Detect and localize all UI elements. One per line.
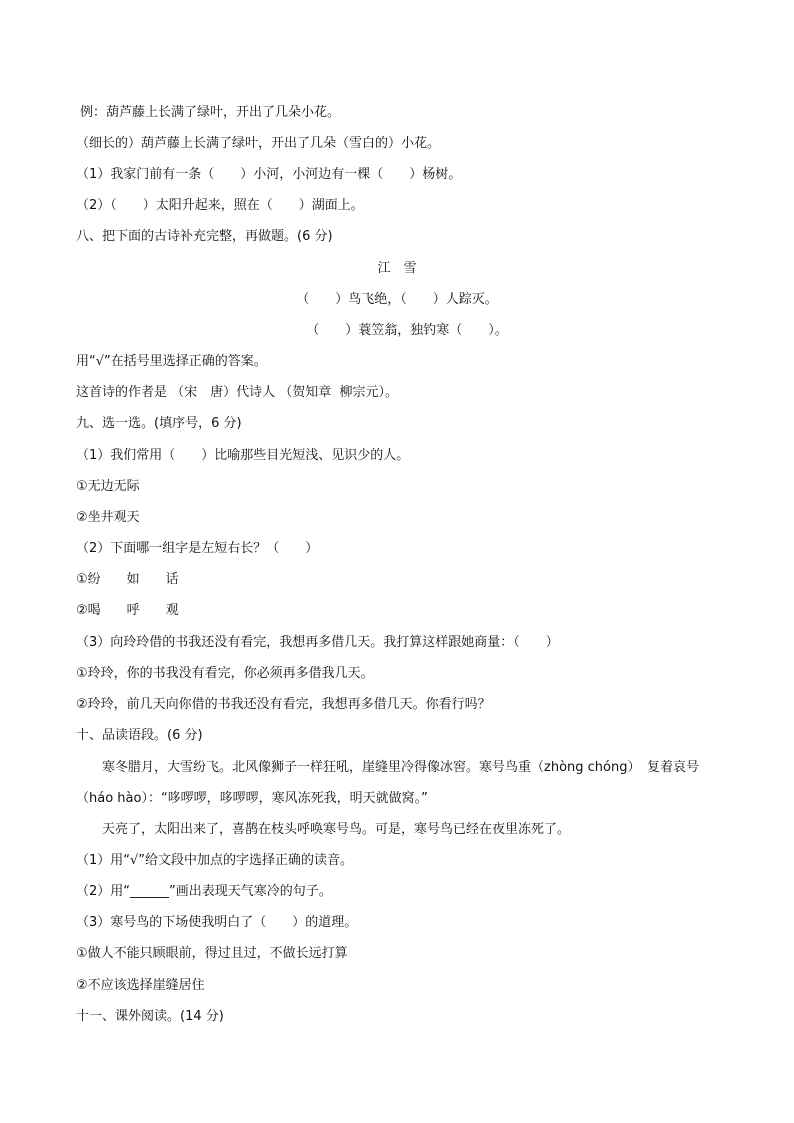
- poem-line-2: （ ）蓑笠翁，独钓寒（ ）。: [306, 323, 508, 338]
- question-7-1: （1）我家门前有一条（ ）小河，小河边有一棵（ ）杨树。: [76, 167, 462, 182]
- option-10-2: ②不应该选择崖缝居住: [76, 978, 205, 993]
- example-answer-line: （细长的）葫芦藤上长满了绿叶，开出了几朵（雪白的）小花。: [76, 136, 441, 151]
- reading-paragraph-2: 天亮了，太阳出来了，喜鹊在枝头呼唤寒号鸟。可是，寒号鸟已经在夜里冻死了。: [102, 822, 571, 837]
- reading-paragraph-1: 寒冬腊月，大雪纷飞。北风像狮子一样狂吼，崖缝里冷得像冰窖。寒号鸟重（zhòng chóng） 复着哀号（háo hào）：“哆啰啰，哆啰啰，寒风冻死我，明天就做窝。”: [76, 760, 699, 806]
- question-10-1: （1）用“√”给文段中加点的字选择正确的读音。: [76, 853, 354, 868]
- author-question: 这首诗的作者是 （宋 唐）代诗人 （贺知章 柳宗元）。: [76, 385, 399, 400]
- example-line: 例：葫芦藤上长满了绿叶，开出了几朵小花。: [80, 105, 341, 120]
- poem-title: 江 雪: [377, 261, 417, 276]
- option-1-1: ①无边无际: [76, 479, 140, 494]
- question-10-3: （3）寒号鸟的下场使我明白了（ ）的道理。: [76, 915, 358, 930]
- question-7-2: （2）（ ）太阳升起来，照在（ ）湖面上。: [76, 198, 364, 213]
- instruction-line: 用“√”在括号里选择正确的答案。: [76, 354, 267, 369]
- option-3-1: ①玲玲，你的书我没有看完，你必须再多借我几天。: [76, 666, 374, 681]
- question-9-3: （3）向玲玲借的书我还没有看完，我想再多借几天。我打算这样跟她商量：（ ）: [76, 635, 559, 650]
- section-10-heading: 十、品读语段。(6 分): [76, 728, 203, 743]
- option-1-2: ②坐井观天: [76, 510, 140, 525]
- option-10-1: ①做人不能只顾眼前，得过且过，不做长远打算: [76, 946, 348, 961]
- section-9-heading: 九、选一选。(填序号，6 分): [76, 416, 242, 431]
- option-3-2: ②玲玲，前几天向你借的书我还没有看完，我想再多借几天。你看行吗？: [76, 697, 491, 712]
- option-2-2: ②喝 呼 观: [76, 603, 179, 618]
- section-11-heading: 十一、课外阅读。(14 分): [76, 1009, 224, 1024]
- option-2-1: ①纷 如 话: [76, 572, 179, 587]
- question-10-2: （2）用“______”画出表现天气寒冷的句子。: [76, 884, 332, 899]
- section-8-heading: 八、把下面的古诗补充完整，再做题。(6 分): [76, 229, 333, 244]
- question-9-1: （1）我们常用（ ）比喻那些目光短浅、见识少的人。: [76, 448, 410, 463]
- poem-line-1: （ ）鸟飞绝，（ ）人踪灭。: [296, 292, 498, 307]
- question-9-2: （2）下面哪一组字是左短右长？（ ）: [76, 541, 319, 556]
